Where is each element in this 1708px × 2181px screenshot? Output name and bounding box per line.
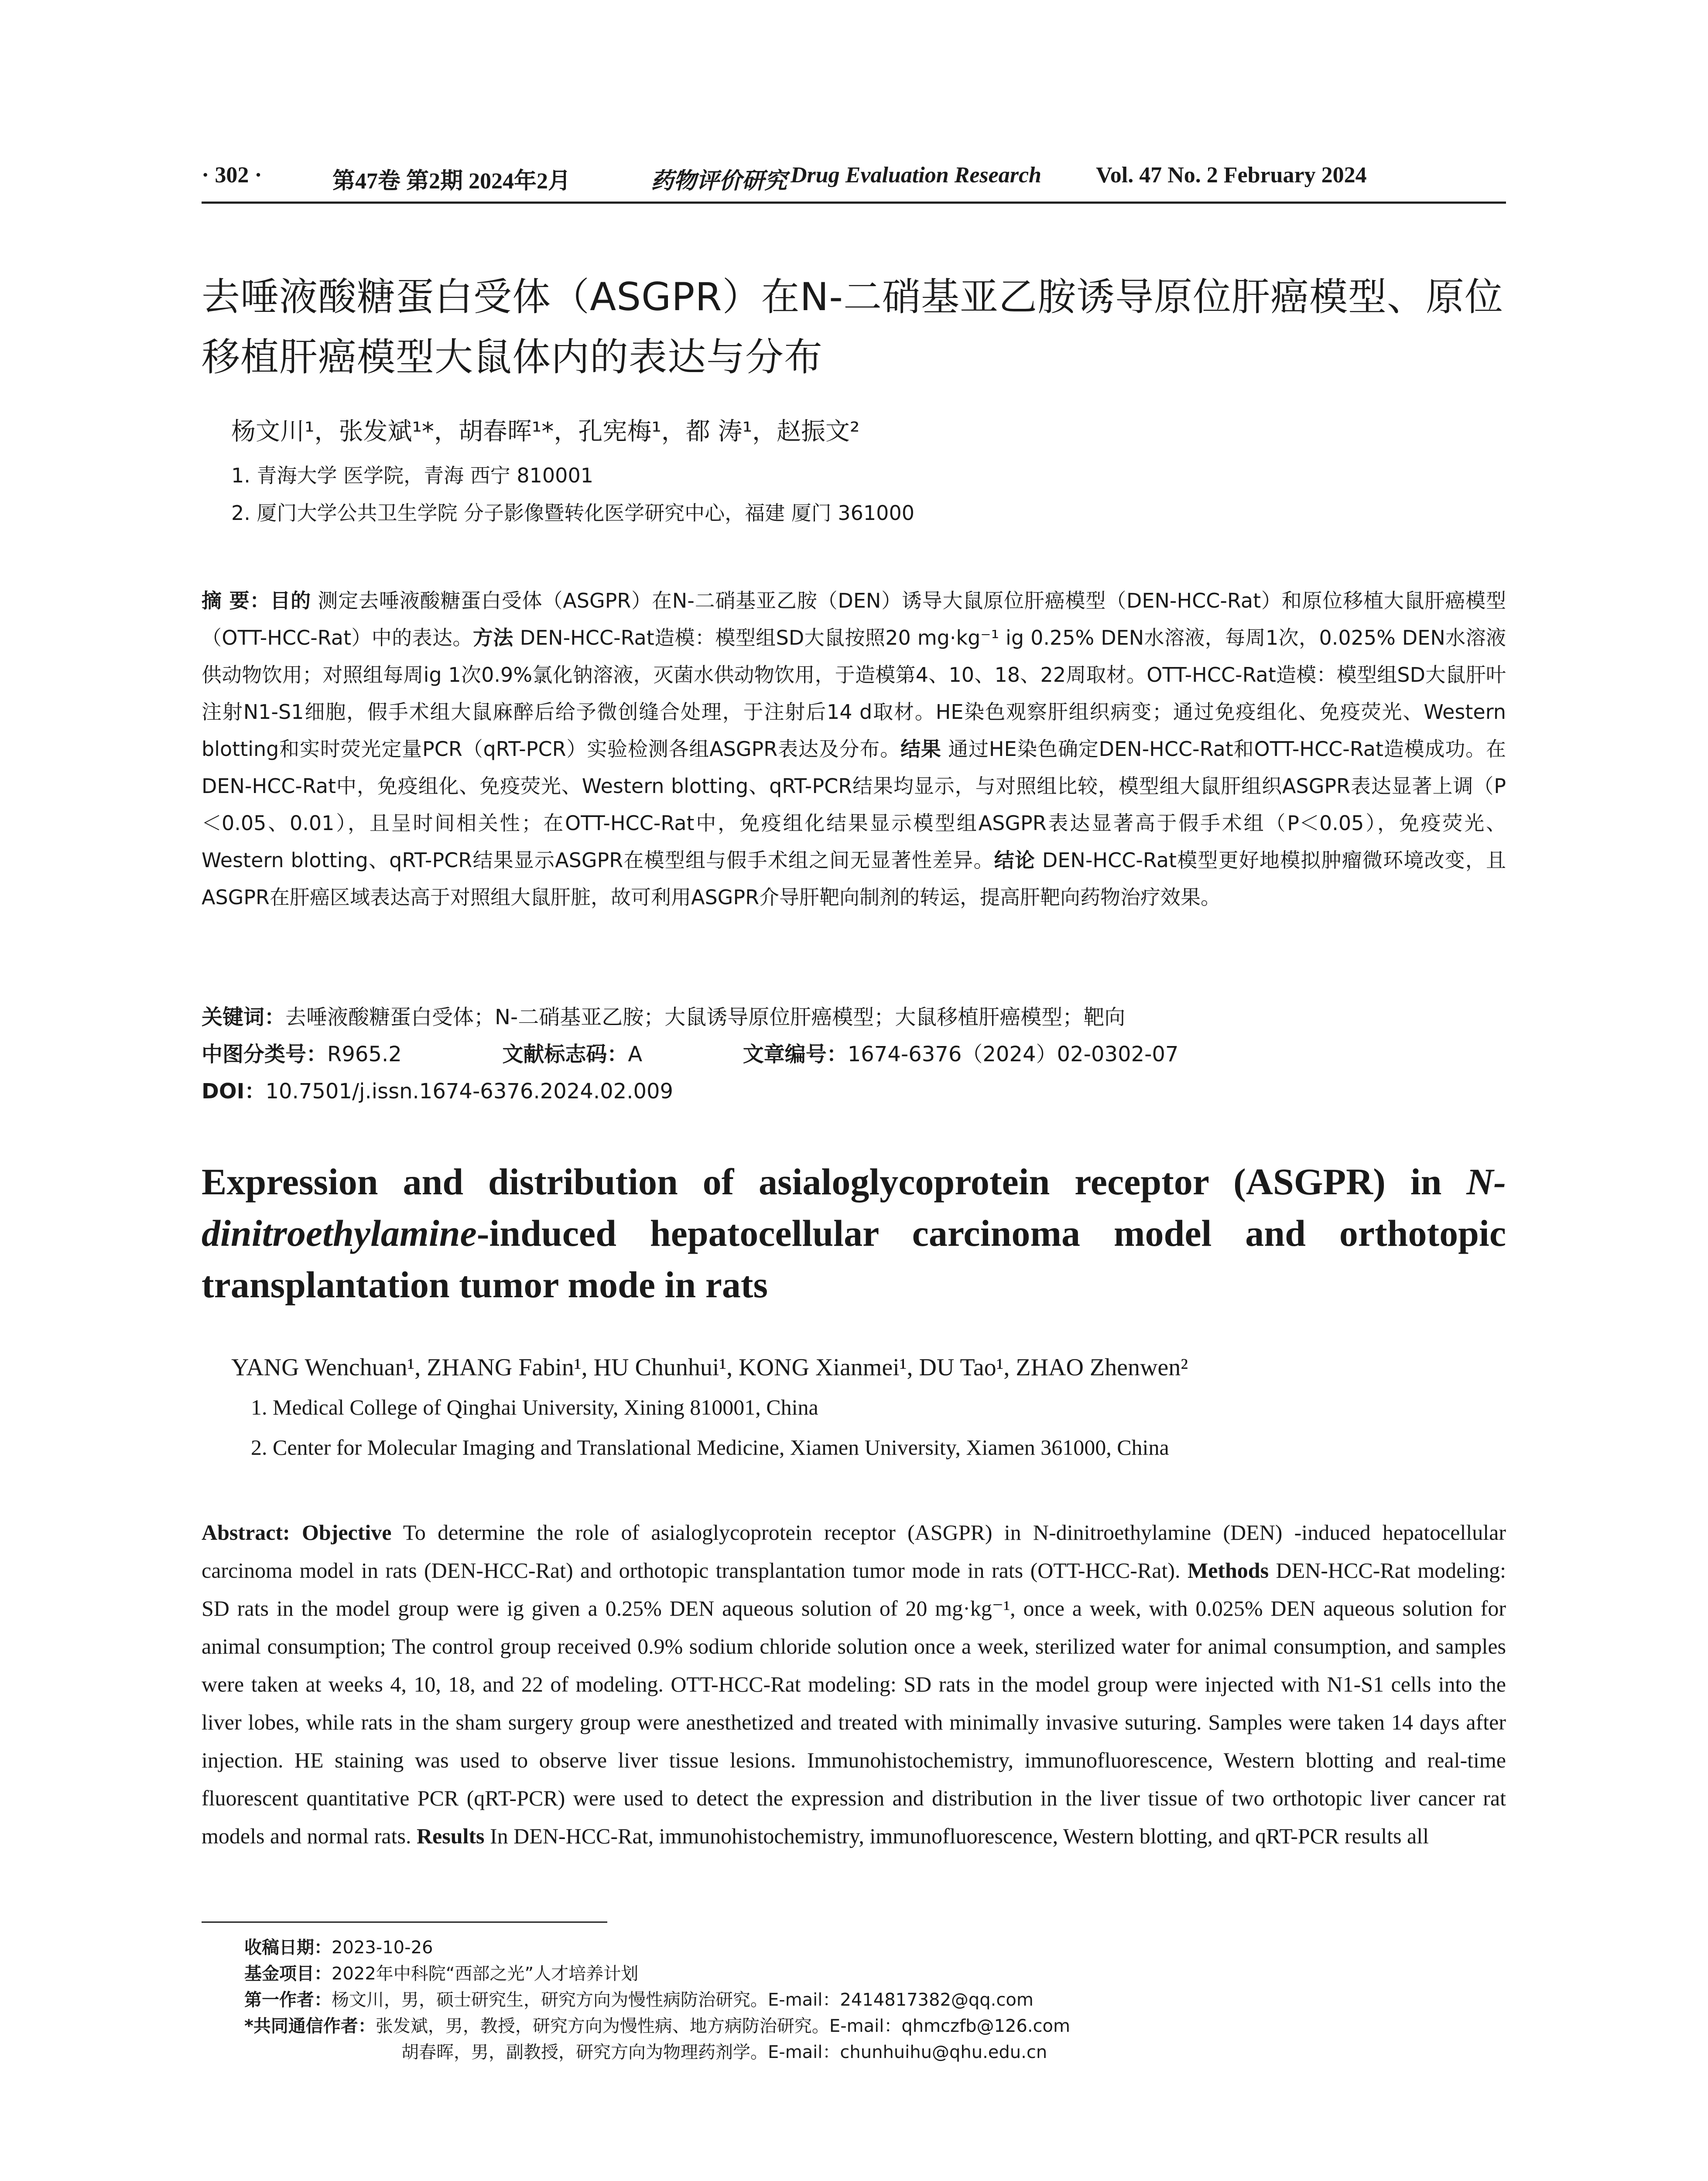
cn-keywords-text: 去唾液酸糖蛋白受体；N-二硝基亚乙胺；大鼠诱导原位肝癌模型；大鼠移植肝癌模型；靶向 xyxy=(285,1005,1126,1029)
cn-affiliation-1: 1. 青海大学 医学院，青海 西宁 810001 xyxy=(231,464,593,487)
en-title-part-1: Expression and distribution of asialoglycoprotein receptor (ASGPR) in xyxy=(202,1161,1467,1203)
cn-methods-label: 方法 xyxy=(472,626,513,650)
received-label: 收稿日期： xyxy=(244,1938,332,1958)
fn-fund xyxy=(244,1961,1379,1987)
fn-first-author xyxy=(244,1987,1379,2013)
cn-results-text: 通过HE染色确定DEN-HCC-Rat和OTT-HCC-Rat造模成功。在DEN-HCC-Rat中，免疫组化、免疫荧光、Western blotting、qRT-PCR结果均显示，与对照组比较，模型组大鼠肝组织ASGPR表达显著上调（P＜0.05、0.01），且呈时间相关性；在OTT-HCC-Rat中，免疫组化结果显示模型组ASGPR表达显著高于假手术组（P＜0.05），免疫荧光、Western blotting、qRT-PCR结果显示ASGPR在模型组与假手术组之间无显著性差异。 xyxy=(202,737,1506,872)
cn-abstract xyxy=(202,582,1506,916)
cn-abstract-label: 摘 要： xyxy=(202,589,270,612)
cn-objective-label: 目的 xyxy=(270,589,311,612)
en-methods-text: DEN-HCC-Rat modeling: SD rats in the model group were ig given a 0.25% DEN aqueous solution of 20 mg·kg⁻¹, once a week, with 0.025% DEN aqueous solution for animal consumption; The control group received 0.9% sodium chloride solution once a week, sterilized water for animal consumption, and samples were taken at weeks 4, 10, 18, and 22 of modeling. OTT-HCC-Rat modeling: SD rats in the model group were injected with N1-S1 cells into the liver lobes, while rats in the sham surgery group were anesthetized and treated with minimally invasive suturing. Samples were taken 14 days after injection. HE staining was used to observe liver tissue lesions. Immunohistochemistry, immunofluorescence, Western blotting and real-time fluorescent quantitative PCR (qRT-PCR) were used to detect the expression and distribution in the liver tissue of two orthotopic liver cancer rat models and normal rats. xyxy=(202,1558,1506,1848)
doc-code-label: 文献标志码： xyxy=(502,1042,628,1067)
doi-line xyxy=(202,1073,1506,1110)
footnote-rule xyxy=(202,1921,607,1923)
cn-keywords-label: 关键词： xyxy=(202,1005,286,1029)
cn-results-label: 结果 xyxy=(900,737,941,761)
cn-keywords xyxy=(202,999,1506,1036)
en-methods-label: Methods xyxy=(1187,1558,1269,1583)
en-title xyxy=(202,1156,1506,1310)
doc-code-value: A xyxy=(628,1042,643,1067)
running-header xyxy=(202,162,1506,202)
header-rule xyxy=(202,202,1506,204)
first-author-value: 杨文川，男，硕士研究生，研究方向为慢性病防治研究。E-mail：2414817382@qq.com xyxy=(332,1990,1034,2010)
received-value: 2023-10-26 xyxy=(332,1938,433,1958)
en-abstract-label: Abstract: xyxy=(202,1520,290,1545)
journal-logo-cn: 药物评价研究 xyxy=(651,168,787,194)
cn-authors: 杨文川¹，张发斌¹*，胡春晖¹*，孔宪梅¹，都 涛¹，赵振文² xyxy=(231,417,860,446)
issue-en: Vol. 47 No. 2 February 2024 xyxy=(1096,163,1367,188)
en-objective-label: Objective xyxy=(301,1520,392,1545)
corresponding-value-1: 张发斌，男，教授，研究方向为慢性病、地方病防治研究。E-mail：qhmczfb@126.com xyxy=(375,2016,1070,2036)
cn-objective-text: 测定去唾液酸糖蛋白受体（ASGPR）在N-二硝基亚乙胺（DEN）诱导大鼠原位肝癌模型（DEN-HCC-Rat）和原位移植大鼠肝癌模型（OTT-HCC-Rat）中的表达。 xyxy=(202,589,1506,650)
cn-title: 去唾液酸糖蛋白受体（ASGPR）在N-二硝基亚乙胺诱导原位肝癌模型、原位移植肝癌模型大鼠体内的表达与分布 xyxy=(202,274,1504,379)
corresponding-label: *共同通信作者： xyxy=(244,2016,376,2036)
cn-methods-text: DEN-HCC-Rat造模：模型组SD大鼠按照20 mg·kg⁻¹ ig 0.25% DEN水溶液，每周1次，0.025% DEN水溶液供动物饮用；对照组每周ig 1次0.9%氯化钠溶液，灭菌水供动物饮用，于造模第4、10、18、22周取材。OTT-HCC-Rat造模：模型组SD大鼠肝叶注射N1-S1细胞，假手术组大鼠麻醉后给予微创缝合处理，于注射后14 d取材。HE染色观察肝组织病变；通过免疫组化、免疫荧光、Western blotting和实时荧光定量PCR（qRT-PCR）实验检测各组ASGPR表达及分布。 xyxy=(202,626,1506,761)
en-affiliation-2: 2. Center for Molecular Imaging and Translational Medicine, Xiamen University, Xiamen 361000, China xyxy=(251,1435,1169,1460)
en-title-part-2: -induced hepatocellular carcinoma model and orthotopic transplantation tumor mode in rats xyxy=(202,1212,1506,1306)
page-number: · 302 · xyxy=(202,163,262,188)
cn-conclusion-text: DEN-HCC-Rat模型更好地模拟肿瘤微环境改变，且ASGPR在肝癌区域表达高于对照组大鼠肝脏，故可利用ASGPR介导肝靶向制剂的转运，提高肝靶向药物治疗效果。 xyxy=(202,848,1506,909)
doi-label: DOI： xyxy=(202,1079,266,1104)
fn-corresponding-2: 胡春晖，男，副教授，研究方向为物理药剂学。E-mail：chunhuihu@qhu.edu.cn xyxy=(401,2042,1047,2062)
fn-corresponding xyxy=(244,2013,1379,2039)
en-results-text: In DEN-HCC-Rat, immunohistochemistry, immunofluorescence, Western blotting, and qRT-PCR results all xyxy=(484,1824,1429,1848)
journal-name-en: Drug Evaluation Research xyxy=(791,163,1041,188)
en-authors: YANG Wenchuan¹, ZHANG Fabin¹, HU Chunhui¹, KONG Xianmei¹, DU Tao¹, ZHAO Zhenwen² xyxy=(231,1354,1188,1381)
article-no-value: 1674-6376（2024）02-0302-07 xyxy=(847,1042,1179,1067)
clc-value: R965.2 xyxy=(327,1042,402,1067)
en-results-label: Results xyxy=(416,1824,485,1848)
en-abstract xyxy=(202,1514,1506,1855)
cn-affiliation-2: 2. 厦门大学公共卫生学院 分子影像暨转化医学研究中心，福建 厦门 361000 xyxy=(231,501,914,525)
cn-classification-line xyxy=(202,1036,1506,1073)
en-objective-text: To determine the role of asialoglycoprotein receptor (ASGPR) in N-dinitroethylamine (DEN) -induced hepatocellular carcinoma model in rats (DEN-HCC-Rat) and orthotopic transplantation tumor mode in rats (OTT-HCC-Rat). xyxy=(202,1520,1506,1583)
first-author-label: 第一作者： xyxy=(244,1990,332,2010)
footnotes xyxy=(244,1935,1379,2065)
cn-conclusion-label: 结论 xyxy=(994,848,1036,872)
issue-cn: 第47卷 第2期 2024年2月 xyxy=(332,169,571,194)
doi-value: 10.7501/j.issn.1674-6376.2024.02.009 xyxy=(265,1079,674,1104)
fund-value: 2022年中科院“西部之光”人才培养计划 xyxy=(332,1964,639,1984)
fund-label: 基金项目： xyxy=(244,1964,332,1984)
en-title-italic: N-dinitroethylamine xyxy=(202,1161,1506,1254)
article-no-label: 文章编号： xyxy=(743,1042,848,1067)
en-affiliation-1: 1. Medical College of Qinghai University, Xining 810001, China xyxy=(251,1395,818,1419)
clc-label: 中图分类号： xyxy=(202,1042,328,1067)
fn-received xyxy=(244,1935,1379,1961)
